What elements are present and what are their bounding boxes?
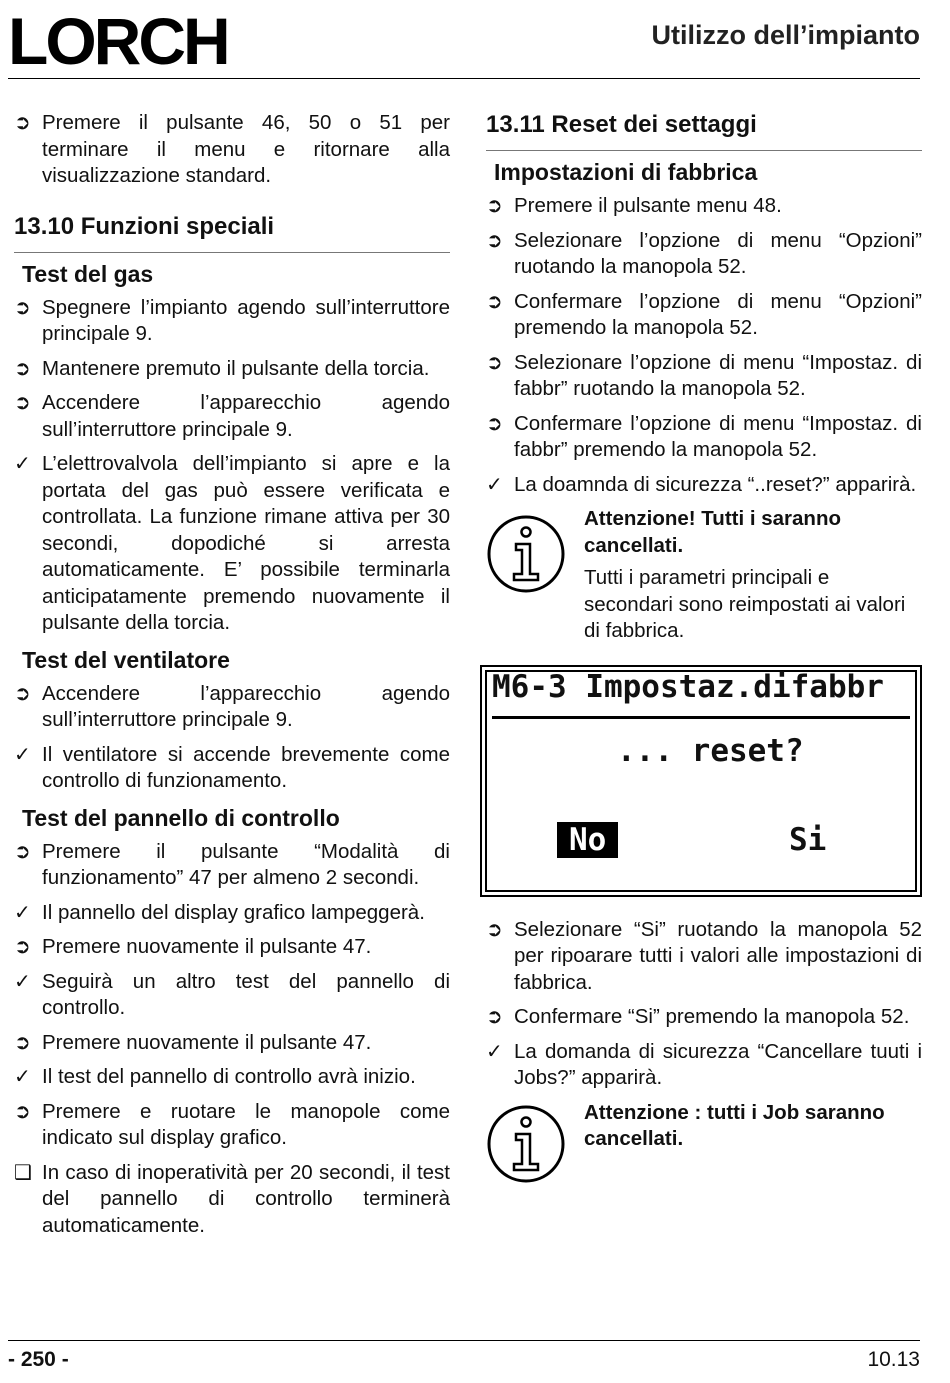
instruction-item bbox=[8, 742, 450, 795]
instruction-text: Selezionare l’opzione di menu “Impostaz. di fabbr” ruotando la manopola 52. bbox=[514, 350, 922, 400]
lcd-option-no: No bbox=[557, 822, 618, 858]
instruction-item bbox=[8, 1030, 450, 1057]
arrow-icon: ➲ bbox=[486, 290, 503, 313]
subsection-title-factory-settings: Impostazioni di fabbrica bbox=[494, 159, 758, 185]
instruction-item bbox=[8, 934, 450, 961]
instruction-item bbox=[480, 289, 922, 342]
warning-note bbox=[480, 506, 922, 645]
checkmark-icon: ✓ bbox=[14, 453, 31, 475]
arrow-icon: ➲ bbox=[486, 412, 503, 435]
instruction-item bbox=[8, 900, 450, 927]
arrow-icon: ➲ bbox=[486, 351, 503, 374]
subsection-title-gas-test: Test del gas bbox=[22, 260, 154, 287]
instruction-text: Premere nuovamente il pulsante 47. bbox=[42, 935, 372, 958]
arrow-icon: ➲ bbox=[14, 682, 31, 705]
subsection-title-panel-test: Test del pannello di controllo bbox=[22, 804, 340, 831]
checkmark-icon: ✓ bbox=[14, 1066, 31, 1088]
footer-divider bbox=[8, 1340, 920, 1341]
checkmark-icon: ✓ bbox=[486, 1040, 503, 1063]
instruction-item bbox=[8, 969, 450, 1022]
panel-test-list bbox=[8, 839, 450, 1240]
confirm-reset-list bbox=[480, 917, 922, 1092]
instruction-text: Mantenere premuto il pulsante della torcia. bbox=[42, 356, 430, 380]
instruction-text: In caso di inoperatività per 20 secondi, il test del pannello di controllo terminerà automaticamente. bbox=[42, 1160, 450, 1237]
arrow-icon: ➲ bbox=[486, 918, 503, 941]
instruction-item bbox=[480, 411, 922, 464]
instruction-item bbox=[8, 1160, 450, 1240]
instruction-item bbox=[8, 681, 450, 734]
instruction-text: Selezionare “Si” ruotando la manopola 52 per ripoarare tutti i valori alle impostazioni di fabbrica. bbox=[514, 917, 922, 994]
instruction-text: La domanda di sicurezza “Cancellare tuuti i Jobs?” apparirà. bbox=[514, 1039, 922, 1089]
arrow-icon: ➲ bbox=[14, 1031, 31, 1054]
arrow-icon: ➲ bbox=[486, 195, 503, 217]
lcd-display bbox=[480, 665, 922, 897]
info-icon bbox=[486, 1104, 566, 1184]
instruction-text: Il test del pannello di controllo avrà inizio. bbox=[42, 1065, 416, 1088]
instruction-item bbox=[480, 1004, 922, 1031]
instruction-text: Premere e ruotare le manopole come indicato sul display grafico. bbox=[42, 1099, 450, 1149]
instruction-item bbox=[480, 228, 922, 281]
instruction-item bbox=[8, 451, 450, 637]
note-text: Tutti i parametri principali e secondari sono reimpostati ai valori di fabbrica. bbox=[584, 566, 906, 642]
note-heading: Attenzione! Tutti i saranno cancellati. bbox=[584, 507, 842, 557]
instruction-text: Confermare “Si” premendo la manopola 52. bbox=[514, 1005, 910, 1028]
lorch-logo: LORCH bbox=[8, 4, 228, 78]
instruction-text: Confermare l’opzione di menu “Opzioni” premendo la manopola 52. bbox=[514, 289, 922, 339]
instruction-item bbox=[8, 839, 450, 892]
arrow-icon: ➲ bbox=[14, 936, 31, 958]
lcd-option-si: Si bbox=[789, 821, 827, 858]
instruction-text: Accendere l’apparecchio agendo sull’interruttore principale 9. bbox=[42, 681, 450, 731]
arrow-icon: ➲ bbox=[486, 229, 503, 252]
checkmark-icon: ✓ bbox=[14, 743, 31, 766]
info-icon bbox=[486, 514, 566, 594]
checkmark-icon: ✓ bbox=[14, 901, 31, 924]
instruction-text: Accendere l’apparecchio agendo sull’interruttore principale 9. bbox=[42, 391, 450, 441]
header-divider bbox=[8, 78, 920, 79]
instruction-text: La doamnda di sicurezza “..reset?” apparirà. bbox=[514, 472, 917, 496]
lcd-question: ... reset? bbox=[617, 732, 804, 769]
checkmark-icon: ✓ bbox=[486, 473, 503, 496]
right-column bbox=[480, 110, 922, 1163]
arrow-icon: ➲ bbox=[14, 296, 31, 319]
instruction-item bbox=[480, 1039, 922, 1092]
document-version: 10.13 bbox=[867, 1348, 920, 1371]
instruction-item bbox=[8, 390, 450, 443]
instruction-text: Seguirà un altro test del pannello di controllo. bbox=[42, 969, 450, 1019]
fan-test-list bbox=[8, 681, 450, 795]
lcd-title: M6-3 Impostaz.difabbr bbox=[492, 668, 884, 705]
page-header-title: Utilizzo dell’impianto bbox=[651, 20, 920, 50]
section-title-reset: 13.11 Reset dei settaggi bbox=[486, 110, 922, 151]
instruction-text: L’elettrovalvola dell’impianto si apre e la portata del gas può essere verificata e controllata. La funzione rimane attiva per 30 secondi, dopodiché si arresta automaticamente. E’ possibile terminarla anticipatamente premendo nuovamente il pulsante della torcia. bbox=[42, 452, 450, 634]
left-column bbox=[8, 110, 450, 1247]
instruction-text: Premere nuovamente il pulsante 47. bbox=[42, 1030, 372, 1054]
instruction-item bbox=[8, 356, 450, 383]
instruction-item bbox=[480, 350, 922, 403]
instruction-item bbox=[8, 1064, 450, 1091]
checkmark-icon: ✓ bbox=[14, 970, 31, 993]
instruction-item bbox=[8, 1099, 450, 1152]
instruction-item bbox=[480, 917, 922, 997]
instruction-item bbox=[8, 295, 450, 348]
arrow-icon: ➲ bbox=[14, 392, 31, 414]
instruction-text: Premere il pulsante “Modalità di funzionamento” 47 per almeno 2 secondi. bbox=[42, 839, 450, 889]
instruction-text: Il ventilatore si accende brevemente come controllo di funzionamento. bbox=[42, 742, 450, 792]
checkbox-icon: ❑ bbox=[14, 1161, 32, 1184]
subsection-title-fan-test: Test del ventilatore bbox=[22, 646, 230, 673]
instruction-item: ➲ Premere il pulsante 46, 50 o 51 per terminare il menu e ritornare alla visualizzazione standard. bbox=[14, 111, 450, 187]
arrow-icon: ➲ bbox=[14, 1100, 31, 1123]
instruction-text: Confermare l’opzione di menu “Impostaz. di fabbr” premendo la manopola 52. bbox=[514, 411, 922, 461]
instruction-item bbox=[480, 193, 922, 220]
instruction-item bbox=[480, 472, 922, 499]
instruction-text: Selezionare l’opzione di menu “Opzioni” ruotando la manopola 52. bbox=[514, 228, 922, 278]
instruction-text: Spegnere l’impianto agendo sull’interruttore principale 9. bbox=[42, 295, 450, 345]
warning-note bbox=[480, 1100, 922, 1153]
gas-test-list bbox=[8, 295, 450, 637]
instruction-text: Premere il pulsante menu 48. bbox=[514, 194, 782, 217]
arrow-icon: ➲ bbox=[486, 1006, 503, 1028]
arrow-icon: ➲ bbox=[14, 840, 31, 863]
page-number: - 250 - bbox=[8, 1348, 69, 1371]
instruction-text: Il pannello del display grafico lampeggerà. bbox=[42, 900, 425, 924]
factory-settings-list bbox=[480, 193, 922, 498]
section-title-special-functions: 13.10 Funzioni speciali bbox=[14, 212, 450, 253]
lcd-divider bbox=[492, 716, 910, 719]
note-heading: Attenzione : tutti i Job saranno cancellati. bbox=[584, 1100, 885, 1150]
arrow-icon: ➲ bbox=[14, 112, 31, 134]
arrow-icon: ➲ bbox=[14, 357, 31, 380]
